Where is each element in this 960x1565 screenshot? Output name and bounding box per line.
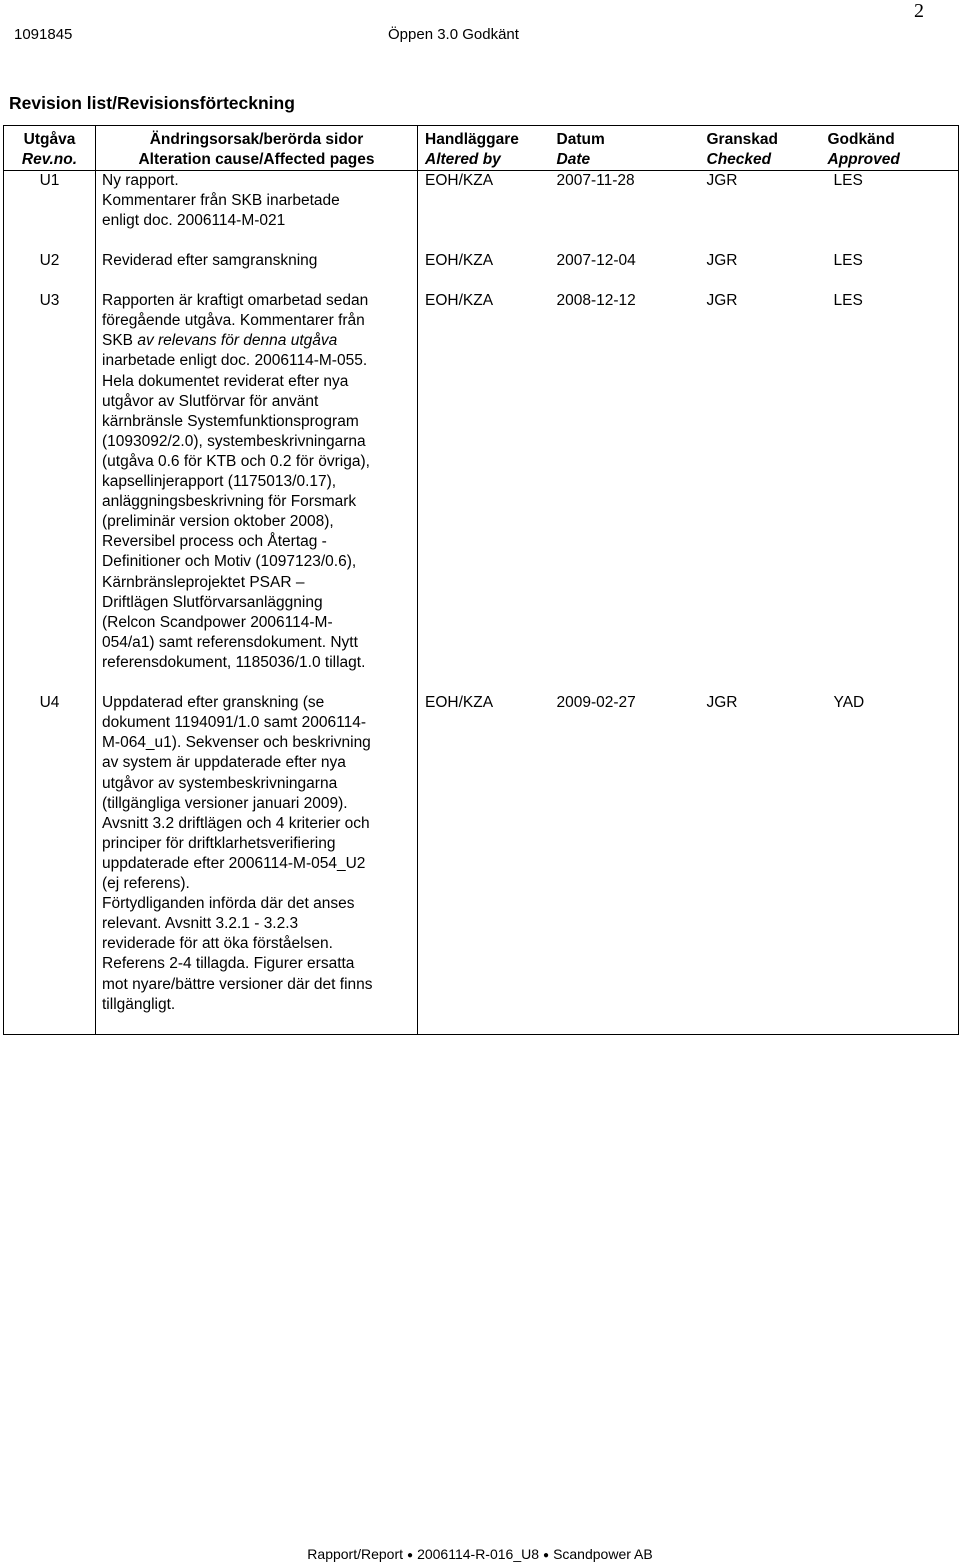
desc-line: referensdokument, 1185036/1.0 tillagt. <box>102 653 366 671</box>
approved-cell: LES <box>823 171 959 252</box>
col-header-approved <box>823 126 959 171</box>
desc-line: Kommentarer från SKB inarbetade <box>102 192 340 210</box>
page-number: 2 <box>914 0 924 22</box>
col-header-en: Approved <box>827 151 900 169</box>
desc-line: M-064_u1). Sekvenser och beskrivning <box>102 734 371 752</box>
desc-line: utgåvor av Slutförvar för använt <box>102 392 319 410</box>
footer-report-number: 2006114-R-016_U8 <box>417 1546 540 1562</box>
col-header-sv: Ändringsorsak/berörda sidor <box>149 131 364 148</box>
altered-by-cell: EOH/KZA <box>418 251 553 291</box>
col-header-altered-by <box>418 126 553 171</box>
desc-line: (ej referens). <box>102 875 190 893</box>
desc-line: (1093092/2.0), systembeskrivningarna <box>102 432 366 450</box>
checked-cell: JGR <box>706 292 738 310</box>
desc-line: (preliminär version oktober 2008), <box>102 513 334 531</box>
date-cell: 2007-12-04 <box>556 252 636 270</box>
date-cell: 2009-02-27 <box>553 693 693 1035</box>
desc-line: anläggningsbeskrivning för Forsmark <box>102 493 357 511</box>
desc-line: Hela dokumentet reviderat efter nya <box>102 372 349 390</box>
desc-line: (tillgängliga versioner januari 2009). <box>102 794 348 812</box>
table-row <box>4 291 959 693</box>
desc-line: (Relcon Scandpower 2006114-M- <box>102 613 333 631</box>
col-header-en: Altered by <box>425 151 501 169</box>
desc-line: tillgängligt. <box>102 995 176 1013</box>
desc-line: av system är uppdaterade efter nya <box>102 754 346 772</box>
rev-cell: U4 <box>4 693 96 1035</box>
col-header-checked <box>693 126 823 171</box>
desc-line: Definitioner och Motiv (1097123/0.6), <box>102 553 357 571</box>
rev-cell: U1 <box>4 171 96 252</box>
col-header-en: Checked <box>706 151 772 169</box>
desc-line: Reversibel process och Återtag - <box>102 533 327 551</box>
col-header-en: Rev.no. <box>21 151 78 169</box>
col-header-rev <box>4 126 96 171</box>
date-cell: 2008-12-12 <box>556 292 636 310</box>
desc-line: Kärnbränsleprojektet PSAR – <box>102 573 305 591</box>
table-row <box>4 171 959 252</box>
desc-line: utgåvor av systembeskrivningarna <box>102 774 338 792</box>
revision-table <box>3 125 959 1035</box>
desc-line: inarbetade enligt doc. 2006114-M-055. <box>102 352 368 370</box>
col-header-sv: Utgåva <box>23 131 76 148</box>
col-header-sv: Granskad <box>706 131 779 148</box>
desc-line: principer för driftklarhetsverifiering <box>102 834 336 852</box>
footer-report-label: Rapport/Report <box>307 1546 404 1562</box>
col-header-sv: Datum <box>556 131 605 148</box>
desc-cell <box>96 291 418 693</box>
checked-cell: JGR <box>706 172 738 190</box>
table-row <box>4 693 959 1035</box>
desc-line-mixed <box>102 331 411 351</box>
footer-company: Scandpower AB <box>553 1546 653 1562</box>
rev-cell: U3 <box>4 291 96 693</box>
altered-by-cell: EOH/KZA <box>418 291 553 693</box>
desc-line: Referens 2-4 tillagda. Figurer ersatta <box>102 955 355 973</box>
altered-by-cell: EOH/KZA <box>418 693 553 1035</box>
approved-cell: LES <box>823 291 959 693</box>
checked-cell: JGR <box>706 252 738 270</box>
altered-by-cell: EOH/KZA <box>418 171 553 252</box>
bullet-icon: ● <box>407 1549 414 1561</box>
approved-cell: YAD <box>823 693 959 1035</box>
section-title: Revision list/Revisionsförteckning <box>9 93 295 113</box>
desc-line: Avsnitt 3.2 driftlägen och 4 kriterier och <box>102 814 370 832</box>
desc-cell <box>96 693 418 1035</box>
approved-cell: LES <box>823 251 959 291</box>
checked-cell: JGR <box>693 693 823 1035</box>
col-header-en: Alteration cause/Affected pages <box>138 151 375 169</box>
desc-line: (utgåva 0.6 för KTB och 0.2 för övriga), <box>102 452 370 470</box>
rev-cell: U2 <box>4 251 96 291</box>
desc-line: föregående utgåva. Kommentarer från <box>102 312 365 330</box>
desc-line: kapsellinjerapport (1175013/0.17), <box>102 473 337 491</box>
desc-line: Ny rapport. <box>102 172 179 190</box>
col-header-sv: Godkänd <box>827 131 895 148</box>
desc-line: enligt doc. 2006114-M-021 <box>102 212 286 230</box>
table-header-row <box>4 126 959 171</box>
desc-line: kärnbränsle Systemfunktionsprogram <box>102 412 359 430</box>
desc-line: Driftlägen Slutförvarsanläggning <box>102 593 323 611</box>
document-number: 1091845 <box>14 26 73 43</box>
col-header-en: Date <box>556 151 591 169</box>
desc-line: reviderade för att öka förståelsen. <box>102 935 333 953</box>
desc-line: Förtydliganden införda där det anses <box>102 895 355 913</box>
desc-text: SKB <box>102 332 138 350</box>
date-cell: 2007-11-28 <box>556 172 635 190</box>
desc-line: mot nyare/bättre versioner där det finns <box>102 975 373 993</box>
desc-line: uppdaterade efter 2006114-M-054_U2 <box>102 854 366 872</box>
page-footer <box>0 1546 960 1562</box>
bullet-icon: ● <box>543 1549 550 1561</box>
desc-line: relevant. Avsnitt 3.2.1 - 3.2.3 <box>102 915 299 933</box>
desc-line: dokument 1194091/1.0 samt 2006114- <box>102 714 366 732</box>
desc-cell <box>96 171 418 252</box>
desc-line: Uppdaterad efter granskning (se <box>102 694 325 712</box>
desc-line: 054/a1) samt referensdokument. Nytt <box>102 633 358 651</box>
col-header-sv: Handläggare <box>425 131 519 148</box>
col-header-date <box>553 126 693 171</box>
desc-text-italic: av relevans för denna utgåva <box>137 332 338 350</box>
col-header-alteration <box>96 126 418 171</box>
desc-cell <box>96 251 418 291</box>
table-row <box>4 251 959 291</box>
desc-line: Rapporten är kraftigt omarbetad sedan <box>102 292 369 310</box>
document-status: Öppen 3.0 Godkänt <box>388 26 519 43</box>
desc-line: Reviderad efter samgranskning <box>102 252 318 270</box>
